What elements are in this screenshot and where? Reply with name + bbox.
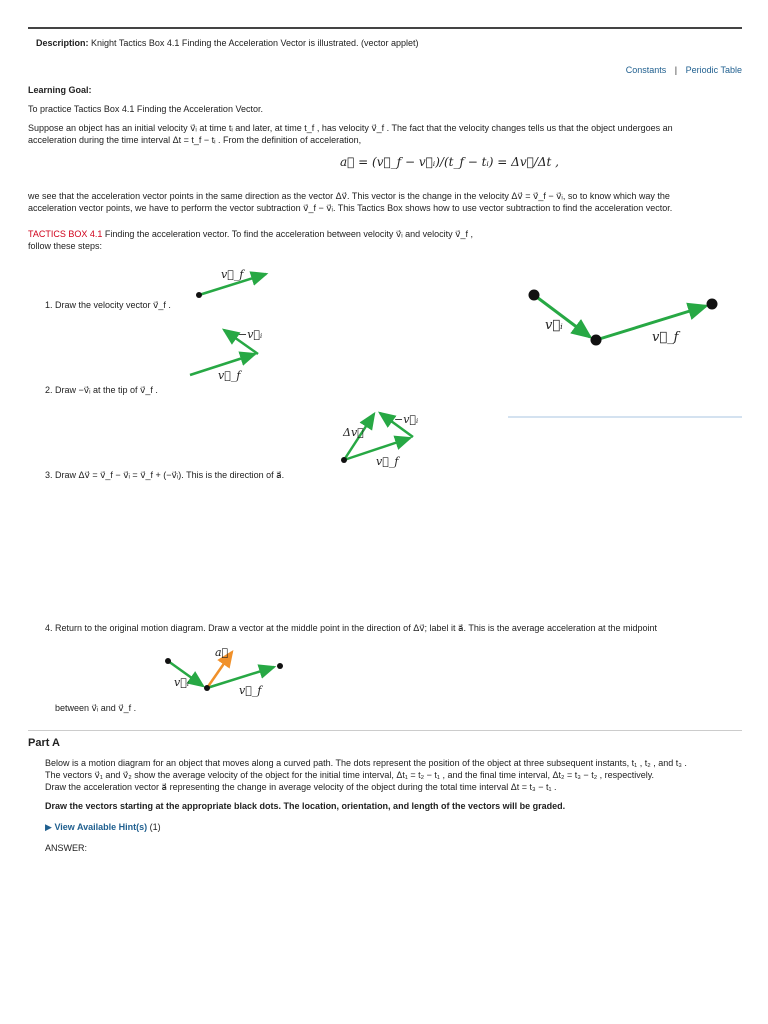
view-hints-link[interactable]: View Available Hint(s) [54,822,148,832]
hint-count: (1) [149,822,161,832]
step-4-vi-label: v⃗ᵢ [174,676,190,689]
part-a-line-3: Draw the acceleration vector a⃗ representing the change in average velocity of the object during the total time interval Δt = t₃ − t₁ . [45,782,557,792]
step-1-vf-label: v⃗_f [221,268,244,281]
description-text: Knight Tactics Box 4.1 Finding the Acceleration Vector is illustrated. (vector applet) [91,38,419,48]
tactics-box-line-1: Finding the acceleration vector. To find the acceleration between velocity v⃗ᵢ and velocity v⃗_f , [102,229,473,239]
part-a-line-2: The vectors v⃗₁ and v⃗₂ show the average velocity of the object for the initial time interval, Δt₁ = t₂ − t₁ , and the final time interval, Δt₂ = t₃ − t₂ , respectively. [45,770,655,780]
acceleration-equation: a⃗ = (v⃗_f − v⃗ᵢ)/(t_f − tᵢ) = Δv⃗/Δt , [340,155,559,169]
part-a-line-1: Below is a motion diagram for an object that moves along a curved path. The dots represent the position of the object at three subsequent instants, t₁ , t₂ , and t₃ . [45,758,687,768]
step-2-vf-label: v⃗_f [218,369,241,382]
step-1-dot [196,292,202,298]
motion-diagram-vf-label: v⃗_f [652,330,679,345]
step-3-vf-label: v⃗_f [376,455,399,468]
step-3-dv-label: Δv⃗ [343,426,364,439]
step-3-text: 3. Draw Δv⃗ = v⃗_f − v⃗ᵢ = v⃗_f + (−v⃗ᵢ). This is the direction of a⃗. [45,470,285,480]
hint-caret-icon[interactable]: ▶ [45,822,52,832]
link-separator: | [674,65,678,75]
motion-diagram-vf-arrow [596,306,706,340]
step-3-dot [341,457,347,463]
hint-row [45,822,161,833]
motion-diagram-dot-2 [591,335,602,346]
step-1-text: 1. Draw the velocity vector v⃗_f . [45,300,171,310]
part-a-title: Part A [28,737,60,749]
step-2-text: 2. Draw −v⃗ᵢ at the tip of v⃗_f . [45,385,158,395]
step-4-dot-1 [165,658,171,664]
learning-goal-heading: Learning Goal: [28,85,92,95]
step-4-dot-2 [204,685,210,691]
step-4-text: 4. Return to the original motion diagram. Draw a vector at the middle point in the direction of Δv⃗; label it a⃗. This is the average acceleration at the midpoint [45,623,658,633]
answer-label: ANSWER: [45,843,88,853]
step-4-text-continued: between v⃗ᵢ and v⃗_f . [55,703,137,713]
step-4-a-label: a⃗ [215,646,229,659]
step-3-neg-vi-label: −v⃗ᵢ [394,413,419,426]
motion-diagram-dot-1 [529,290,540,301]
intro-paragraph-1-line-1: Suppose an object has an initial velocity v⃗ᵢ at time tᵢ and later, at time t_f , has velocity v⃗_f . The fact that the velocity changes tells us that the object undergoes an [28,123,673,133]
constants-link[interactable]: Constants [625,65,667,75]
motion-diagram-vi-label: v⃗ᵢ [545,318,563,333]
tactics-box-line-2: follow these steps: [28,241,103,251]
part-a-instruction: Draw the vectors starting at the appropriate black dots. The location, orientation, and length of the vectors will be graded. [45,801,566,811]
step-4-vf-label: v⃗_f [239,684,262,697]
intro-paragraph-2-line-1: we see that the acceleration vector points in the same direction as the vector Δv⃗. This vector is the change in the velocity Δv⃗ = v⃗_f − v⃗ᵢ, so to know which way the [28,191,670,201]
description-label: Description: [36,38,89,48]
intro-paragraph-1-line-2: acceleration during the time interval Δt = t_f − tᵢ . From the definition of acceleration, [28,135,362,145]
motion-diagram-dot-3 [707,299,718,310]
step-2-neg-vi-label: −v⃗ᵢ [238,328,263,341]
step-4-dot-3 [277,663,283,669]
tactics-box-label: TACTICS BOX 4.1 [28,229,103,239]
periodic-table-link[interactable]: Periodic Table [685,65,742,75]
intro-paragraph-2-line-2: acceleration vector points, we have to perform the vector subtraction v⃗_f − v⃗ᵢ. This Tactics Box shows how to use vector subtraction to find the acceleration vector. [28,203,673,213]
section-divider [28,730,742,731]
learning-goal-text: To practice Tactics Box 4.1 Finding the Acceleration Vector. [28,104,263,114]
